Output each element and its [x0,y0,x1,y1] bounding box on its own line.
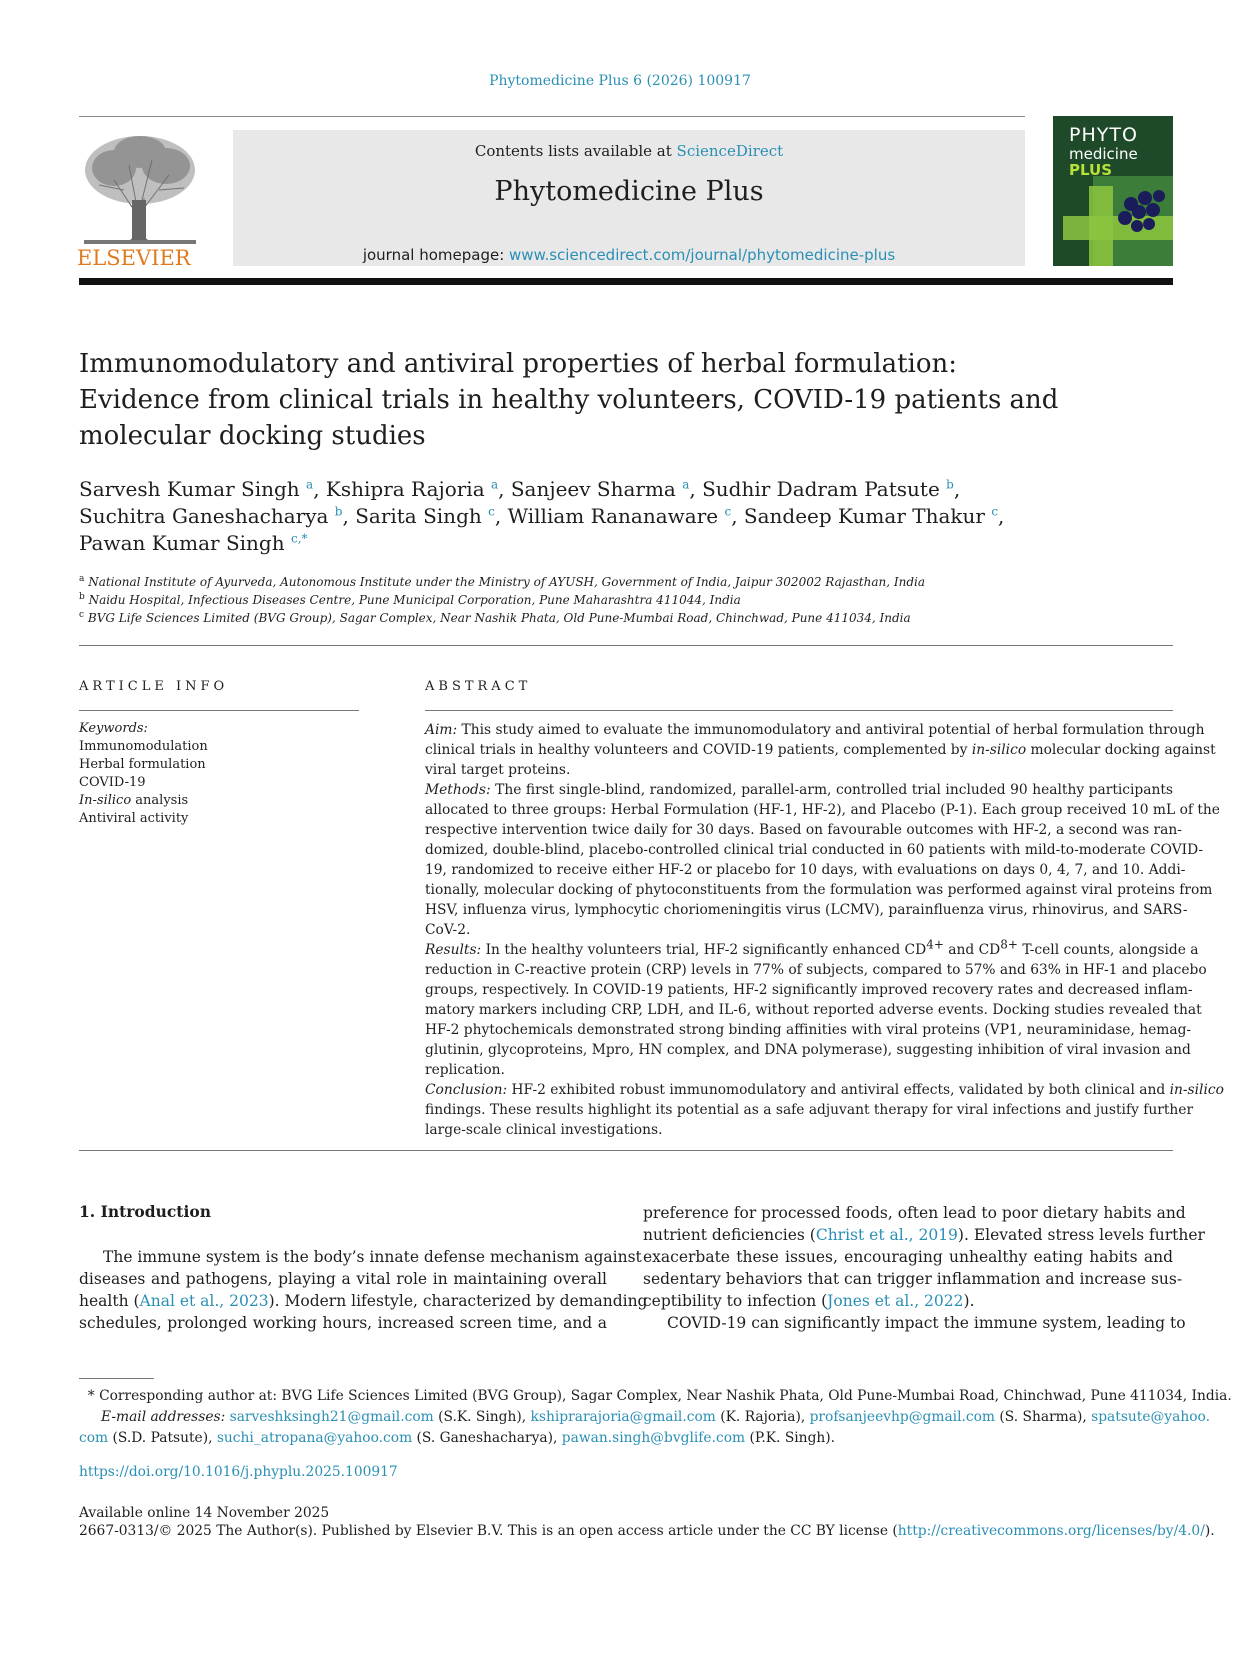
abstract-line: groups, respectively. In COVID-19 patients, HF-2 significantly improved recovery rates and decreased inflam- [425,982,1193,998]
email-link[interactable]: spatsute@yahoo. [1091,1409,1210,1425]
author-separator: , [998,504,1005,528]
homepage-prefix: journal homepage: [362,246,510,264]
author-line [79,476,1129,503]
author-name[interactable]: Suchitra Ganeshacharya [79,504,329,528]
author-name[interactable]: Sanjeev Sharma [510,477,676,501]
citation-link[interactable]: Christ et al., 2019 [815,1226,958,1244]
keyword: COVID-19 [79,775,146,790]
body-line: The immune system is the body’s innate defense mechanism against [103,1248,642,1266]
author-name[interactable]: William Rananaware [507,504,719,528]
affiliation-marker[interactable]: b [946,477,954,492]
body-column-left [79,1246,648,1334]
citation-link[interactable]: Jones et al., 2022 [827,1292,964,1310]
email-link[interactable]: profsanjeevhp@gmail.com [809,1409,996,1425]
keyword: Herbal formulation [79,757,206,772]
author-line [79,530,1129,557]
citation-link[interactable]: Anal et al., 2023 [139,1292,269,1310]
body-line: exacerbate these issues, encouraging unhealthy eating habits and [643,1248,1173,1266]
journal-citation[interactable]: Phytomedicine Plus 6 (2026) 100917 [489,73,751,89]
affiliation-text: BVG Life Sciences Limited (BVG Group), Sagar Complex, Near Nashik Phata, Old Pune-Mumbai Road, Chinchwad, Pune 411034, India [87,611,911,625]
header-thick-rule [79,278,1173,285]
license-line: 2667-0313/© 2025 The Author(s). Published by Elsevier B.V. This is an open access article under the CC BY license (http://creativecommons.org/licenses/by/4.0/). [79,1523,1215,1539]
keywords-label: Keywords: [79,721,148,736]
author-name[interactable]: Sudhir Dadram Patsute [702,477,940,501]
footnote-rule [79,1378,154,1379]
affiliation-marker[interactable]: b [334,504,343,519]
author-name[interactable]: Sandeep Kumar Thakur [743,504,985,528]
affiliation-marker[interactable]: c,* [290,531,308,546]
body-line: nutrient deficiencies (Christ et al., 2019). Elevated stress levels further [643,1226,1205,1244]
affiliation-letter: b [79,592,85,602]
body-line: health (Anal et al., 2023). Modern lifestyle, characterized by demanding [79,1292,648,1310]
affiliation-marker[interactable]: a [306,477,314,492]
abstract-line: 19, randomized to receive either HF-2 or placebo for 10 days, with evaluations on days 0, 4, 7, and 10. Addi- [425,862,1186,878]
body-line: schedules, prolonged working hours, increased screen time, and a [79,1314,607,1332]
keyword: Antiviral activity [79,811,189,826]
email-link[interactable]: sarveshksingh21@gmail.com [229,1409,434,1425]
keywords-block [79,720,208,828]
affiliation-letter: c [79,610,85,620]
abstract-rule [425,710,1173,711]
author-separator: , [342,504,356,528]
abstract-line: Aim: This study aimed to evaluate the immunomodulatory and antiviral potential of herbal formulation through [425,722,1205,738]
email-link[interactable]: pawan.singh@bvglife.com [561,1430,746,1446]
license-link[interactable]: http://creativecommons.org/licenses/by/4.0/ [897,1523,1205,1539]
doi-link[interactable]: https://doi.org/10.1016/j.phyplu.2025.100917 [79,1464,398,1480]
author-separator: , [953,477,961,501]
journal-homepage-link[interactable]: www.sciencedirect.com/journal/phytomedicine-plus [509,246,896,264]
abstract-line: reduction in C-reactive protein (CRP) levels in 77% of subjects, compared to 57% and 63% in HF-1 and placebo [425,962,1207,978]
header-rule [79,116,1025,117]
abstract-line: viral target proteins. [425,762,571,778]
author-separator: , [731,504,744,528]
body-line: preference for processed foods, often lead to poor dietary habits and [643,1204,1186,1222]
keyword: Immunomodulation [79,739,208,754]
cover-title-line1: PHYTO [1069,124,1138,146]
body-column-right [643,1202,1205,1334]
abstract-line: Methods: The first single-blind, randomized, parallel-arm, controlled trial included 90 healthy participants [425,782,1173,798]
body-line: sedentary behaviors that can trigger inflammation and increase sus- [643,1270,1183,1288]
title-line: molecular docking studies [79,421,426,451]
cover-title-line2: medicine [1069,145,1138,163]
affiliation-text: National Institute of Ayurveda, Autonomous Institute under the Ministry of AYUSH, Government of India, Jaipur 302002 Rajasthan, India [88,575,925,589]
title-line: Evidence from clinical trials in healthy volunteers, COVID-19 patients and [79,385,1059,415]
affiliation-marker[interactable]: c [724,504,732,519]
abstract-line: respective intervention twice daily for 30 days. Based on favourable outcomes with HF-2, a second was ran- [425,822,1182,838]
abstract-line: CoV-2. [425,922,471,938]
abstract-heading: ABSTRACT [425,679,532,694]
abstract-line: matory markers including CRP, LDH, and IL-6, without reported adverse events. Docking studies revealed that [425,1002,1202,1018]
article-info-rule [79,710,359,711]
corresponding-author-footnote [79,1386,1232,1449]
cover-title-line3: PLUS [1069,161,1113,179]
body-line: ceptibility to infection (Jones et al., 2022). [643,1292,975,1310]
affiliation-marker[interactable]: a [682,477,690,492]
author-separator: , [313,477,326,501]
abstract-line: glutinin, glycoproteins, Mpro, HN complex, and DNA polymerase), suggesting inhibition of viral invasion and [425,1042,1191,1058]
author-line [79,503,1129,530]
footnote-line: com (S.D. Patsute), suchi_atropana@yahoo.com (S. Ganeshacharya), pawan.singh@bvglife.com (P.K. Singh). [79,1430,836,1446]
affiliation-marker[interactable]: a [490,477,499,492]
abstract-line: clinical trials in healthy volunteers and COVID-19 patients, complemented by in-silico molecular docking against [425,742,1216,758]
title-line: Immunomodulatory and antiviral properties of herbal formulation: [79,349,958,379]
affiliation [79,591,925,609]
affiliation-marker[interactable]: c [991,504,999,519]
abstract-bottom-rule [79,1150,1173,1151]
affiliation [79,609,925,627]
elsevier-wordmark[interactable]: ELSEVIER [77,246,191,270]
article-info-heading: ARTICLE INFO [79,679,229,694]
abstract-line: tionally, molecular docking of phytoconstituents from the formulation was performed against viral proteins from [425,882,1213,898]
affiliation-letter: a [79,574,85,584]
body-line: diseases and pathogens, playing a vital role in maintaining overall [79,1270,607,1288]
article-title [79,346,1059,454]
author-list [79,476,1129,557]
author-separator: , [689,477,703,501]
abstract-line: large-scale clinical investigations. [425,1122,663,1138]
abstract-line: findings. These results highlight its potential as a safe adjuvant therapy for viral infections and justify further [425,1102,1194,1118]
affiliation-marker[interactable]: c [488,504,495,519]
affiliation [79,573,925,591]
keyword: In-silico analysis [79,793,189,808]
abstract-line: HSV, influenza virus, lymphocytic choriomeningitis virus (LCMV), parainfluenza virus, rhinovirus, and SARS- [425,902,1188,918]
availability-block [79,1504,1215,1540]
author-name[interactable]: Pawan Kumar Singh [79,531,285,555]
abstract-line: Conclusion: HF-2 exhibited robust immunomodulatory and antiviral effects, validated by both clinical and in-silico [425,1082,1224,1098]
abstract-line: domized, double-blind, placebo-controlled clinical trial conducted in 60 patients with mild-to-moderate COVID- [425,842,1204,858]
author-name[interactable]: Sarita Singh [355,504,482,528]
contents-line [233,142,1025,160]
journal-name: Phytomedicine Plus [494,176,764,207]
contents-prefix: Contents lists available at [474,142,677,160]
affiliation-list [79,573,925,627]
sciencedirect-link[interactable]: ScienceDirect [676,142,784,160]
author-name[interactable]: Sarvesh Kumar Singh [79,477,300,501]
email-link[interactable]: kshiprarajoria@gmail.com [530,1409,716,1425]
email-link[interactable]: com [79,1430,109,1446]
abstract-line: allocated to three groups: Herbal Formulation (HF-1, HF-2), and Placebo (P-1). Each group received 10 mL of the [425,802,1220,818]
body-line: COVID-19 can significantly impact the immune system, leading to [667,1314,1186,1332]
abstract-line: HF-2 phytochemicals demonstrated strong binding affinities with viral proteins (VP1, neuraminidase, hemag- [425,1022,1192,1038]
footnote-line: * Corresponding author at: BVG Life Sciences Limited (BVG Group), Sagar Complex, Near Nashik Phata, Old Pune-Mumbai Road, Chinchwad, Pune 411034, India. [87,1388,1232,1404]
footnote-line: E-mail addresses: sarveshksingh21@gmail.com (S.K. Singh), kshiprarajoria@gmail.com (K. Rajoria), profsanjeevhp@gmail.com (S. Sharma), spatsute@yahoo. [101,1409,1210,1425]
abstract-body [425,720,1224,1140]
author-separator: , [494,504,508,528]
section-rule [79,645,1173,646]
homepage-line [233,246,1025,264]
journal-cover-image[interactable] [1053,116,1173,266]
introduction-heading: 1. Introduction [79,1202,211,1221]
available-online: Available online 14 November 2025 [79,1505,330,1521]
abstract-line: Results: In the healthy volunteers trial, HF-2 significantly enhanced $CD^{4+}$ and $CD^{8+}$ T-cell counts, alongside a [425,937,1199,958]
author-name[interactable]: Kshipra Rajoria [325,477,485,501]
author-separator: , [498,477,511,501]
journal-header-box [233,130,1025,266]
abstract-line: replication. [425,1062,505,1078]
affiliation-text: Naidu Hospital, Infectious Diseases Centre, Pune Municipal Corporation, Pune Maharashtra 411044, India [88,593,741,607]
email-link[interactable]: suchi_atropana@yahoo.com [216,1430,413,1446]
